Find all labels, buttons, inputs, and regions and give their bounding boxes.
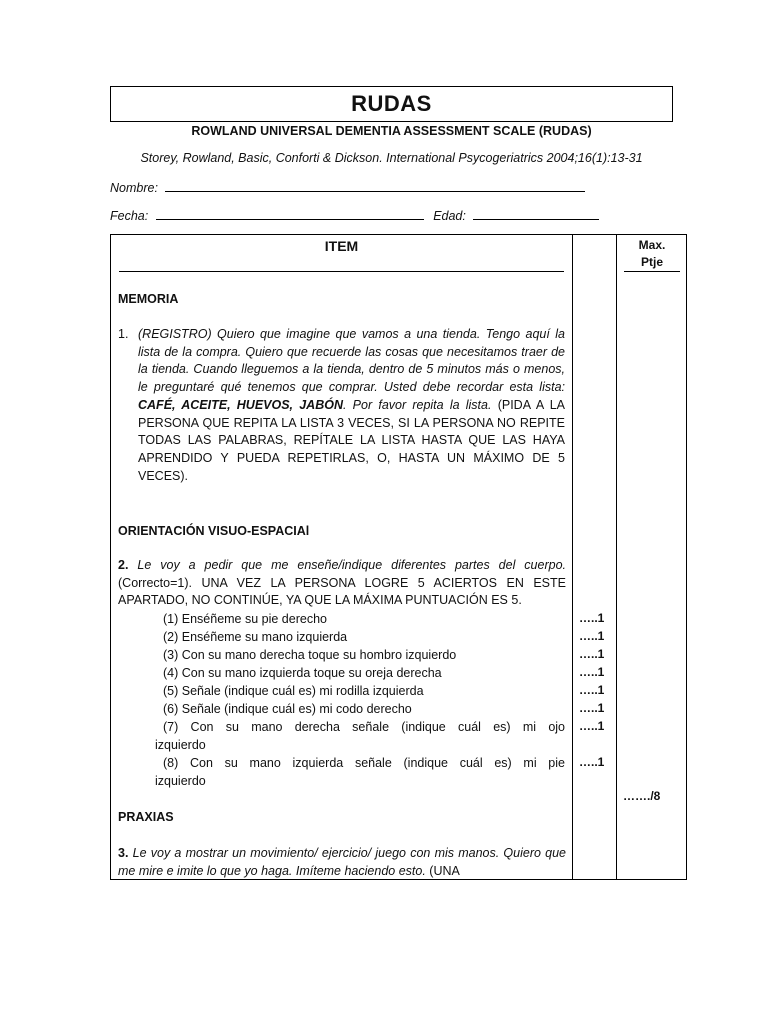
nombre-label: Nombre: xyxy=(110,181,158,195)
assessment-table xyxy=(110,234,687,880)
edad-field[interactable] xyxy=(473,207,599,220)
section-memoria-heading: MEMORIA xyxy=(118,292,179,306)
orientacion-instructions xyxy=(118,557,566,610)
orientacion-item: (2) Enséñeme su mano izquierda xyxy=(163,630,348,644)
orientacion-item: (5) Señale (indique cuál es) mi rodilla izquierda xyxy=(163,684,424,698)
orientacion-text: Le voy a pedir que me enseñe/indique diferentes partes del cuerpo. xyxy=(137,558,566,572)
column-header-max-line2: Ptje xyxy=(640,255,663,269)
score-field[interactable]: …..1 xyxy=(579,611,605,625)
orientacion-item: (1) Enséñeme su pie derecho xyxy=(163,612,327,626)
nombre-row xyxy=(110,179,585,195)
document-title: RUDAS xyxy=(351,91,432,116)
column-header-max xyxy=(616,237,688,271)
column-divider xyxy=(572,235,573,879)
item-number: 2. xyxy=(118,558,129,572)
orientacion-item-continued: izquierdo xyxy=(155,738,206,752)
orientacion-item: (3) Con su mano derecha toque su hombro izquierdo xyxy=(163,648,457,662)
memoria-word-list: CAFÉ, ACEITE, HUEVOS, JABÓN xyxy=(138,397,343,412)
score-field[interactable]: …..1 xyxy=(579,683,605,697)
header-rule xyxy=(119,271,564,272)
column-divider xyxy=(616,235,617,879)
memoria-text: (REGISTRO) Quiero que imagine que vamos a una tienda. Tengo aquí la lista de la compra. Quiero que recuerde las cosas que necesitamos traer de la tienda. Cuando lleguemos a la tienda, dentro de 5 minutos más o menos, le preguntaré qué tenemos que comprar. Usted debe recordar esta lista: xyxy=(138,327,565,395)
fecha-field[interactable] xyxy=(156,207,424,220)
edad-label: Edad: xyxy=(433,209,466,223)
praxias-instructions xyxy=(118,845,566,880)
orientacion-caps: (Correcto=1). UNA VEZ LA PERSONA LOGRE 5 ACIERTOS EN ESTE APARTADO, NO CONTINÚE, YA QUE LA MÁXIMA PUNTUACIÓN ES 5. xyxy=(118,575,566,608)
orientacion-item-continued: izquierdo xyxy=(155,774,206,788)
score-field[interactable]: …..1 xyxy=(579,755,605,769)
item-number: 3. xyxy=(118,846,129,860)
score-field[interactable]: …..1 xyxy=(579,719,605,733)
max-score-field[interactable]: ……./8 xyxy=(623,789,661,803)
orientacion-item: (7) Con su mano derecha señale (indique cuál es) mi ojo xyxy=(163,720,565,734)
section-orientacion-heading: ORIENTACIÓN VISUO-ESPACIAl xyxy=(118,524,310,538)
citation: Storey, Rowland, Basic, Conforti & Dickson. International Psycogeriatrics 2004;16(1):13-31 xyxy=(140,151,643,165)
praxias-text: Le voy a mostrar un movimiento/ ejercicio/ juego con mis manos. Quiero que me mire e imite lo que yo haga. Imíteme haciendo esto. xyxy=(118,846,566,878)
memoria-instructions xyxy=(138,326,565,485)
memoria-text-2: . Por favor repita la lista. xyxy=(343,397,492,412)
column-header-item: ITEM xyxy=(324,238,359,254)
fecha-row xyxy=(110,207,599,223)
orientacion-item: (8) Con su mano izquierda señale (indique cuál es) mi pie xyxy=(163,756,565,770)
item-number: 1. xyxy=(118,327,129,341)
score-field[interactable]: …..1 xyxy=(579,629,605,643)
orientacion-item: (6) Señale (indique cuál es) mi codo derecho xyxy=(163,702,412,716)
score-field[interactable]: …..1 xyxy=(579,665,605,679)
document-subtitle: ROWLAND UNIVERSAL DEMENTIA ASSESSMENT SCALE (RUDAS) xyxy=(191,124,592,138)
orientacion-item: (4) Con su mano izquierda toque su oreja derecha xyxy=(163,666,442,680)
score-field[interactable]: …..1 xyxy=(579,701,605,715)
title-box xyxy=(110,86,673,122)
column-header-max-line1: Max. xyxy=(638,238,666,252)
section-praxias-heading: PRAXIAS xyxy=(118,810,174,824)
nombre-field[interactable] xyxy=(165,179,585,192)
fecha-label: Fecha: xyxy=(110,209,149,223)
memoria-caps: (PIDA A LA PERSONA QUE REPITA LA LISTA 3 VECES, SI LA PERSONA NO REPITE TODAS LAS PALABRAS, REPÍTALE LA LISTA HASTA QUE LAS HAYA APRENDIDO Y PUEDA REPETIRLAS, O, HASTA UN MÁXIMO DE 5 VECES). xyxy=(138,397,565,483)
score-field[interactable]: …..1 xyxy=(579,647,605,661)
praxias-caps: (UNA xyxy=(429,863,460,878)
header-rule xyxy=(624,271,680,272)
